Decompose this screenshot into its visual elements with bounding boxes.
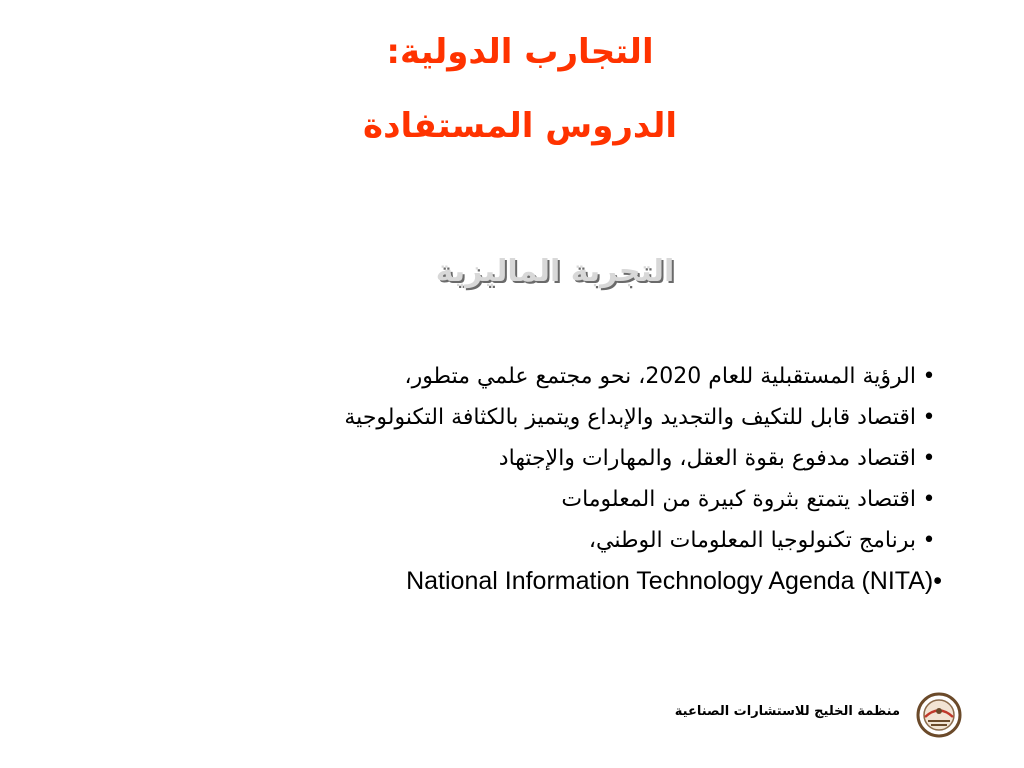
- gulf-organization-logo-icon: [916, 692, 962, 738]
- bullet-text: برنامج تكنولوجيا المعلومات الوطني،: [588, 528, 916, 553]
- slide-title-line1: التجارب الدولية:: [386, 32, 654, 72]
- bullet-marker: •: [922, 364, 936, 389]
- bullet-item: [182, 356, 942, 397]
- bullet-text: National Information Technology Agenda (NITA): [406, 567, 934, 595]
- section-subtitle: التجربة الماليزية: [435, 254, 675, 289]
- bullet-text: اقتصاد يتمتع بثروة كبيرة من المعلومات: [561, 487, 916, 512]
- bullet-text: الرؤية المستقبلية للعام 2020، نحو مجتمع علمي متطور،: [404, 364, 916, 389]
- bullet-text: اقتصاد مدفوع بقوة العقل، والمهارات والإجتهاد: [498, 446, 916, 471]
- bullet-marker: •: [922, 446, 936, 471]
- bullet-item: [182, 438, 942, 479]
- bullet-marker: •: [933, 567, 942, 595]
- slide-title-line2: الدروس المستفادة: [363, 106, 677, 146]
- bullet-marker: •: [922, 487, 936, 512]
- bullet-text: اقتصاد قابل للتكيف والتجديد والإبداع ويتميز بالكثافة التكنولوجية: [344, 405, 916, 430]
- bullet-list: [182, 356, 942, 602]
- bullet-item: [182, 479, 942, 520]
- bullet-item: [182, 520, 942, 561]
- footer-organization-name: منظمة الخليج للاستشارات الصناعية: [674, 704, 900, 719]
- bullet-marker: •: [922, 528, 936, 553]
- bullet-item: [182, 397, 942, 438]
- bullet-item-english: [182, 561, 942, 602]
- bullet-marker: •: [922, 405, 936, 430]
